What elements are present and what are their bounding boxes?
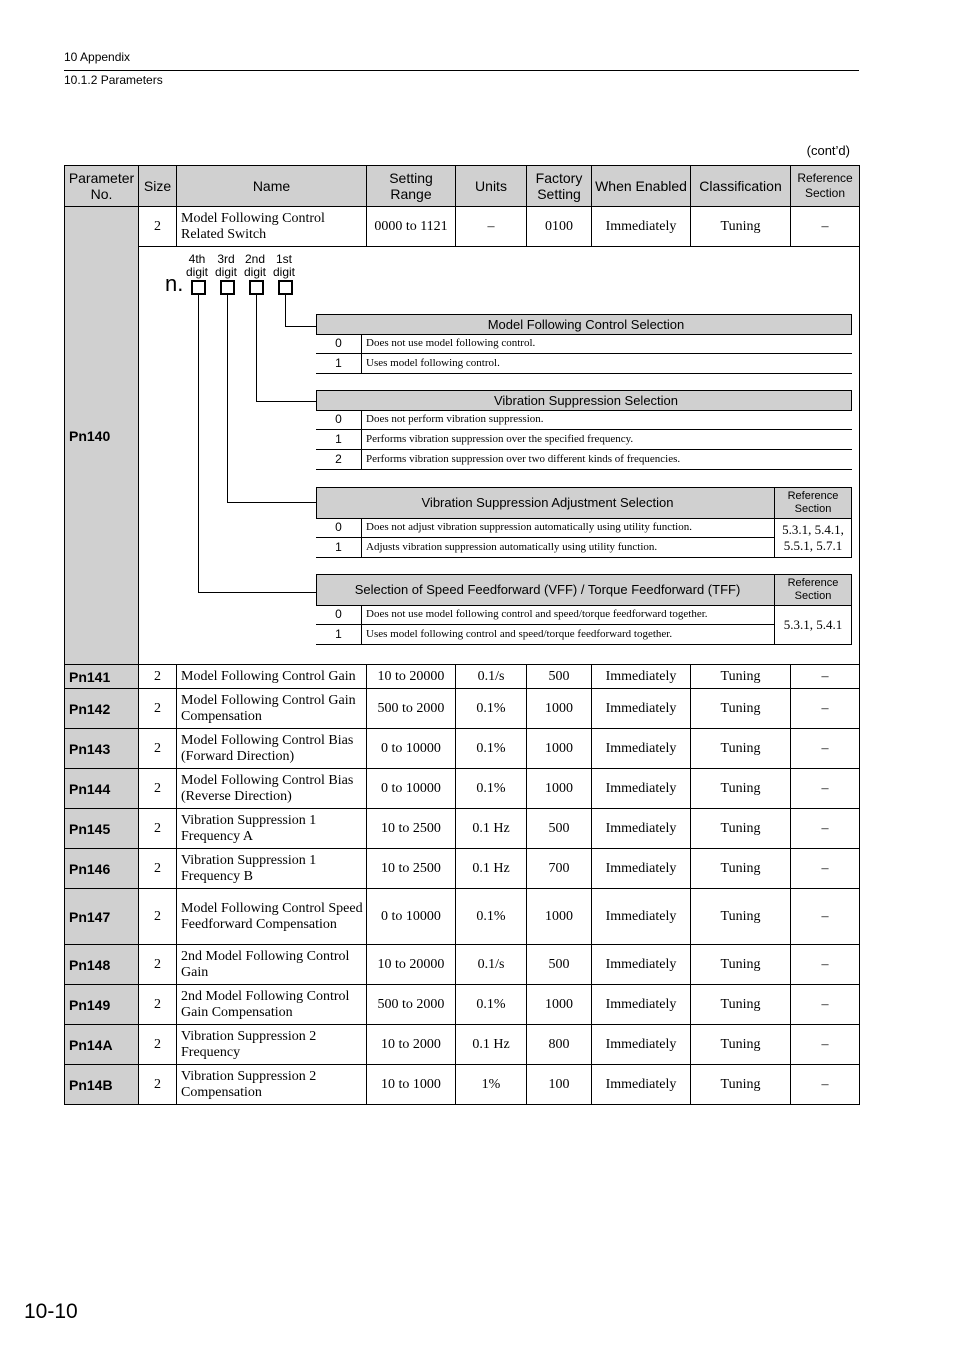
param-units: 0.1% — [456, 985, 527, 1025]
param-no: Pn147 — [65, 889, 139, 945]
table-row-pn142 — [65, 689, 860, 729]
param-factory: 1000 — [527, 985, 592, 1025]
option-row: 1 Performs vibration suppression over the specified frequency. — [316, 430, 852, 450]
param-units: – — [456, 207, 527, 247]
param-ref: – — [791, 1065, 860, 1105]
option-row: 1 Adjusts vibration suppression automatically using utility function. — [316, 538, 775, 558]
option-row: 0 Does not use model following control and speed/torque feedforward together. — [316, 605, 775, 625]
param-ref: – — [791, 945, 860, 985]
col-header-units: Units — [456, 166, 527, 207]
reference-header: Reference Section — [774, 574, 852, 606]
param-when: Immediately — [592, 1065, 691, 1105]
col-header-classification: Classification — [691, 166, 791, 207]
digit-box-3rd — [220, 280, 235, 295]
connector-1st — [285, 295, 286, 327]
option-row: 0 Does not adjust vibration suppression automatically using utility function. — [316, 518, 775, 538]
param-range: 0 to 10000 — [367, 769, 456, 809]
option-row: 2 Performs vibration suppression over two different kinds of frequencies. — [316, 450, 852, 470]
param-ref: – — [791, 769, 860, 809]
param-ref: – — [791, 689, 860, 729]
col-header-reference-section: Reference Section — [791, 166, 860, 207]
digit-diagram — [139, 247, 859, 665]
digit-diagram-cell — [139, 247, 860, 665]
parameter-table — [64, 165, 860, 1105]
param-size: 2 — [139, 729, 177, 769]
option-row: 1 Uses model following control and speed/torque feedforward together. — [316, 625, 775, 645]
param-when: Immediately — [592, 809, 691, 849]
param-class: Tuning — [691, 1065, 791, 1105]
option-row: 0 Does not perform vibration suppression. — [316, 410, 852, 430]
param-range: 10 to 2000 — [367, 1025, 456, 1065]
digit-label-3rd: 3rd digit — [214, 252, 237, 279]
param-when: Immediately — [592, 729, 691, 769]
param-ref: – — [791, 665, 860, 689]
param-no: Pn148 — [65, 945, 139, 985]
table-row-pn140-diagram — [65, 247, 860, 665]
param-no: Pn140 — [65, 207, 139, 665]
param-size: 2 — [139, 207, 177, 247]
param-range: 10 to 1000 — [367, 1065, 456, 1105]
param-range: 0 to 10000 — [367, 889, 456, 945]
param-no: Pn146 — [65, 849, 139, 889]
param-ref: – — [791, 849, 860, 889]
reference-header: Reference Section — [774, 487, 852, 519]
param-name: Model Following Control Related Switch — [177, 207, 367, 247]
table-row-pn148 — [65, 945, 860, 985]
col-header-name: Name — [177, 166, 367, 207]
table-row-pn144 — [65, 769, 860, 809]
param-class: Tuning — [691, 729, 791, 769]
param-range: 500 to 2000 — [367, 689, 456, 729]
table-row-pn14a — [65, 1025, 860, 1065]
col-header-parameter-no: Parameter No. — [65, 166, 139, 207]
param-name: 2nd Model Following Control Gain — [177, 945, 367, 985]
param-class: Tuning — [691, 689, 791, 729]
param-class: Tuning — [691, 1025, 791, 1065]
param-factory: 500 — [527, 945, 592, 985]
param-name: Vibration Suppression 2 Compensation — [177, 1065, 367, 1105]
param-when: Immediately — [592, 945, 691, 985]
param-units: 1% — [456, 1065, 527, 1105]
param-size: 2 — [139, 945, 177, 985]
param-name: Model Following Control Gain Compensation — [177, 689, 367, 729]
param-class: Tuning — [691, 769, 791, 809]
param-factory: 800 — [527, 1025, 592, 1065]
reference-value: 5.3.1, 5.4.1 — [774, 605, 852, 645]
param-name: 2nd Model Following Control Gain Compensation — [177, 985, 367, 1025]
param-size: 2 — [139, 769, 177, 809]
param-units: 0.1 Hz — [456, 849, 527, 889]
table-row-pn140 — [65, 207, 860, 247]
param-range: 500 to 2000 — [367, 985, 456, 1025]
param-factory: 700 — [527, 849, 592, 889]
param-factory: 100 — [527, 1065, 592, 1105]
chapter-header: 10 Appendix — [64, 50, 131, 64]
col-header-size: Size — [139, 166, 177, 207]
param-when: Immediately — [592, 889, 691, 945]
table-row-pn149 — [65, 985, 860, 1025]
param-name: Model Following Control Bias (Forward Direction) — [177, 729, 367, 769]
param-name: Model Following Control Gain — [177, 665, 367, 689]
table-row-pn14b — [65, 1065, 860, 1105]
param-ref: – — [791, 809, 860, 849]
param-name: Vibration Suppression 2 Frequency — [177, 1025, 367, 1065]
param-name: Vibration Suppression 1 Frequency B — [177, 849, 367, 889]
param-when: Immediately — [592, 665, 691, 689]
param-factory: 500 — [527, 809, 592, 849]
param-no: Pn143 — [65, 729, 139, 769]
param-name: Model Following Control Bias (Reverse Direction) — [177, 769, 367, 809]
connector-4th — [198, 295, 199, 593]
param-ref: – — [791, 729, 860, 769]
table-row-pn143 — [65, 729, 860, 769]
table-row-pn145 — [65, 809, 860, 849]
param-no: Pn144 — [65, 769, 139, 809]
param-units: 0.1/s — [456, 945, 527, 985]
param-no: Pn142 — [65, 689, 139, 729]
param-units: 0.1% — [456, 889, 527, 945]
param-ref: – — [791, 207, 860, 247]
param-size: 2 — [139, 689, 177, 729]
param-factory: 1000 — [527, 889, 592, 945]
param-ref: – — [791, 1025, 860, 1065]
param-range: 10 to 20000 — [367, 665, 456, 689]
param-factory: 1000 — [527, 729, 592, 769]
param-range: 10 to 2500 — [367, 849, 456, 889]
param-class: Tuning — [691, 945, 791, 985]
param-when: Immediately — [592, 1025, 691, 1065]
param-class: Tuning — [691, 889, 791, 945]
digit-prefix: n. — [165, 271, 184, 296]
param-units: 0.1% — [456, 769, 527, 809]
digit-box-4th — [191, 280, 206, 295]
param-size: 2 — [139, 665, 177, 689]
param-range: 10 to 20000 — [367, 945, 456, 985]
param-when: Immediately — [592, 689, 691, 729]
param-name: Vibration Suppression 1 Frequency A — [177, 809, 367, 849]
param-units: 0.1% — [456, 729, 527, 769]
group-title-model-following: Model Following Control Selection — [316, 314, 852, 335]
param-factory: 0100 — [527, 207, 592, 247]
param-class: Tuning — [691, 985, 791, 1025]
param-name: Model Following Control Speed Feedforward Compensation — [177, 889, 367, 945]
param-factory: 1000 — [527, 769, 592, 809]
param-no: Pn145 — [65, 809, 139, 849]
group-title-vibration-adjustment: Vibration Suppression Adjustment Selection — [316, 487, 775, 519]
connector-2nd — [256, 295, 257, 402]
continued-label: (cont’d) — [806, 143, 850, 158]
param-when: Immediately — [592, 207, 691, 247]
param-size: 2 — [139, 1065, 177, 1105]
param-class: Tuning — [691, 849, 791, 889]
table-row-pn146 — [65, 849, 860, 889]
param-ref: – — [791, 985, 860, 1025]
param-class: Tuning — [691, 207, 791, 247]
param-units: 0.1/s — [456, 665, 527, 689]
param-ref: – — [791, 889, 860, 945]
digit-label-4th: 4th digit — [185, 252, 208, 279]
col-header-when-enabled: When Enabled — [592, 166, 691, 207]
param-no: Pn149 — [65, 985, 139, 1025]
table-row-pn147 — [65, 889, 860, 945]
param-factory: 500 — [527, 665, 592, 689]
digit-label-1st: 1st digit — [272, 252, 295, 279]
param-class: Tuning — [691, 809, 791, 849]
digit-box-1st — [278, 280, 293, 295]
param-when: Immediately — [592, 849, 691, 889]
digit-box-2nd — [249, 280, 264, 295]
digit-label-2nd: 2nd digit — [243, 252, 266, 279]
param-range: 0000 to 1121 — [367, 207, 456, 247]
param-no: Pn14A — [65, 1025, 139, 1065]
param-size: 2 — [139, 809, 177, 849]
option-row: 0 Does not use model following control. — [316, 334, 852, 354]
option-row: 1 Uses model following control. — [316, 354, 852, 374]
param-no: Pn14B — [65, 1065, 139, 1105]
param-size: 2 — [139, 985, 177, 1025]
param-no: Pn141 — [65, 665, 139, 689]
param-size: 2 — [139, 1025, 177, 1065]
param-when: Immediately — [592, 985, 691, 1025]
col-header-setting-range: Setting Range — [367, 166, 456, 207]
param-units: 0.1 Hz — [456, 809, 527, 849]
section-header: 10.1.2 Parameters — [64, 73, 163, 87]
group-title-feedforward: Selection of Speed Feedforward (VFF) / Torque Feedforward (TFF) — [316, 574, 775, 606]
connector-3rd — [227, 295, 228, 503]
param-range: 0 to 10000 — [367, 729, 456, 769]
reference-value: 5.3.1, 5.4.1, 5.5.1, 5.7.1 — [774, 518, 852, 558]
param-size: 2 — [139, 849, 177, 889]
table-row-pn141 — [65, 665, 860, 689]
group-title-vibration-suppression: Vibration Suppression Selection — [316, 390, 852, 411]
param-size: 2 — [139, 889, 177, 945]
param-range: 10 to 2500 — [367, 809, 456, 849]
header-rule — [64, 70, 859, 71]
param-units: 0.1% — [456, 689, 527, 729]
page-number: 10-10 — [24, 1300, 78, 1323]
param-class: Tuning — [691, 665, 791, 689]
param-when: Immediately — [592, 769, 691, 809]
param-units: 0.1 Hz — [456, 1025, 527, 1065]
param-factory: 1000 — [527, 689, 592, 729]
col-header-factory-setting: Factory Setting — [527, 166, 592, 207]
table-header-row — [65, 166, 860, 207]
